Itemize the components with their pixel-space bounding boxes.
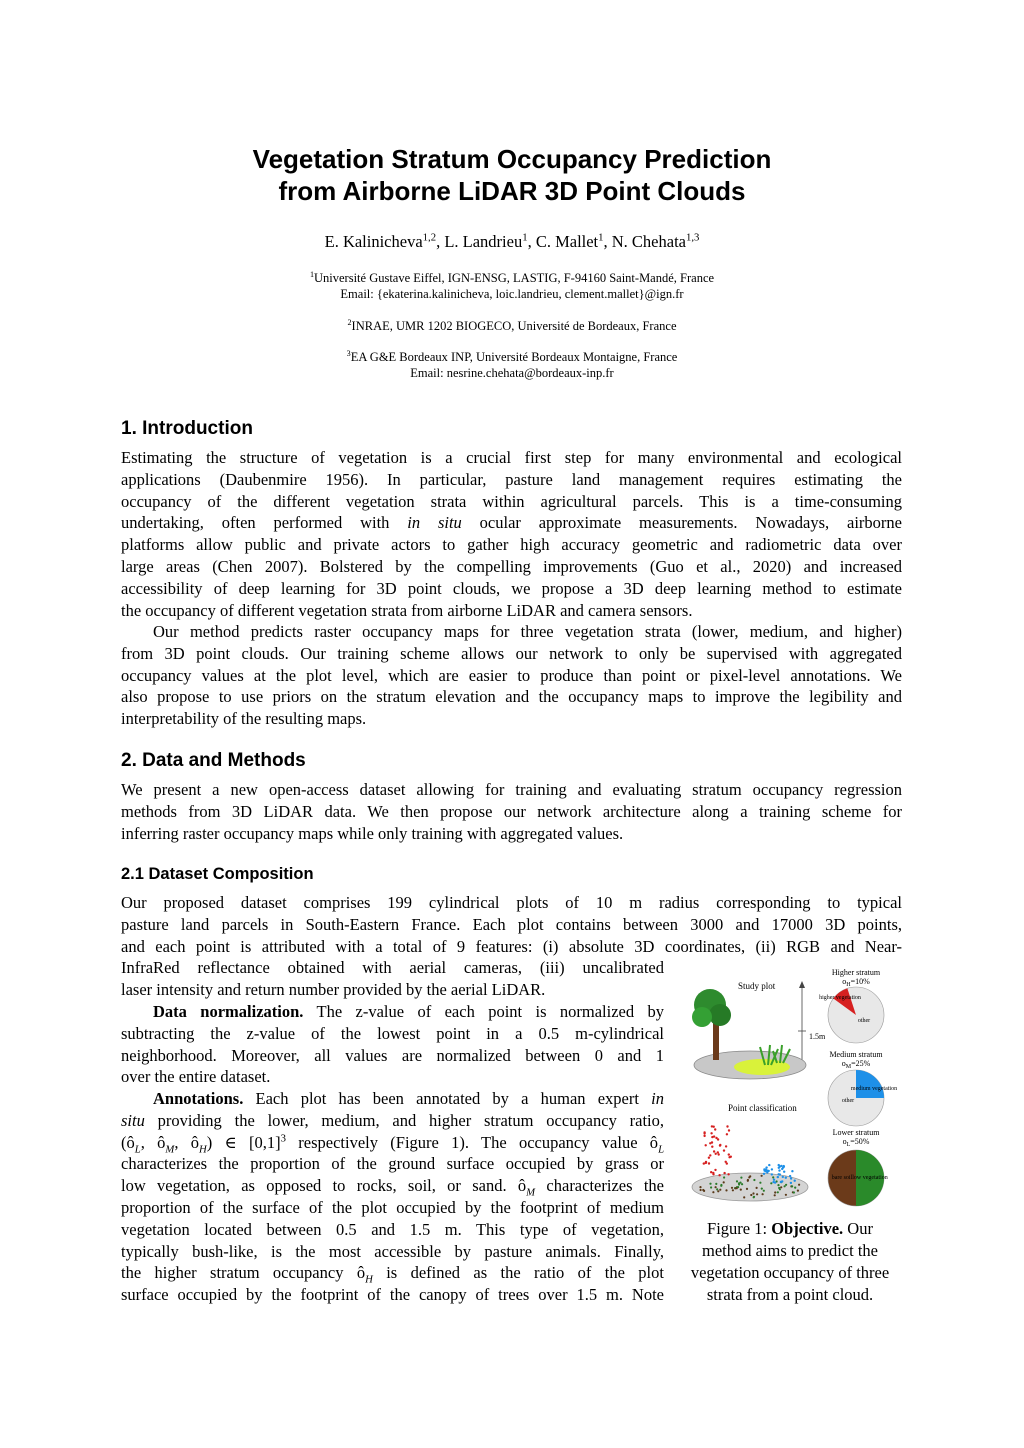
paper-title: [0, 143, 1024, 207]
text-line: accessibility of deep learning for 3D point clouds, we propose a 3D deep learning method to estimate: [121, 578, 902, 598]
title-line-1: Vegetation Stratum Occupancy Prediction: [252, 144, 772, 174]
section-heading-data-methods: 2. Data and Methods: [121, 750, 306, 771]
author-affiliation-mark: 1: [522, 231, 528, 244]
height-label: 1.5m: [809, 1032, 826, 1041]
subsection-heading-dataset: 2.1 Dataset Composition: [121, 865, 314, 883]
normalization-label: Data normalization.: [153, 1002, 304, 1021]
author-name: N. Chehata: [611, 232, 686, 251]
higher-stratum-title: Higher stratum: [831, 968, 881, 977]
pie-label: other: [857, 1018, 871, 1024]
text-line: Our proposed dataset comprises 199 cylindrical plots of 10 m radius corresponding to typical: [121, 893, 902, 912]
title-line-2: from Airborne LiDAR 3D Point Clouds: [278, 176, 746, 206]
affiliation-3-email: Email: nesrine.chehata@bordeaux-inp.fr: [410, 366, 614, 380]
pie-slice: [856, 1070, 884, 1098]
normalization-paragraph: Data normalization. The z-value of each point is normalized by subtracting the z-value of the lowest point in a 0.5 m-cylindrical neighborhood. Moreover, all values are normalized between 0 and 1 over the entire dataset.: [121, 1002, 665, 1087]
pie-label: bare soil: [831, 1175, 853, 1181]
author-name: C. Mallet: [535, 232, 599, 251]
text-line: methods from 3D LiDAR data. We then propose our network architecture along a training scheme for: [121, 801, 902, 821]
author-name: E. Kalinicheva: [324, 232, 423, 251]
text-line: platforms allow public and private actors to gather high accuracy geometric and radiometric data over: [121, 535, 902, 555]
text-line: InfraRed reflectance obtained with aerial cameras, (iii) uncalibrated: [121, 958, 664, 977]
text-line: occupancy values at the plot level, which are easier to produce than point or pixel-level annotations. We: [121, 665, 902, 685]
annotations-paragraph: Annotations. Each plot has been annotated by a human expert in situ providing the lower, medium, and higher stratum occupancy ratio, ($ô_L$, $ô_M$, $ô_H$) ∈ $[0,1]^3$ respectively (Figure 1). The occupancy value $ô_L$ characterizes the proportion of the ground surface occupied by grass or low vegetation, as opposed to rocks, soil, or sand. $ô_M$ characterizes the proportion of the surface of the plot occupied by the footprint of medium vegetation located between 0.5 and 1.5 m. This type of vegetation, typically bush-like, is the most accessible by pasture animals. Finally, the higher stratum occupancy $ô_H$ is defined as the ratio of the plot surface occupied by the footprint of the canopy of trees over 1.5 m. Note: [121, 1089, 665, 1305]
medium-stratum-value: $o_M=25\%$: [841, 1059, 871, 1070]
text-line: inferring raster occupancy maps while only training with aggregated values.: [121, 823, 624, 843]
text-line: occupancy of the different vegetation strata within agricultural parcels. This is a time-consuming: [121, 491, 902, 511]
point-classification-label: Point classification: [728, 1103, 797, 1113]
study-plot-label: Study plot: [738, 981, 776, 991]
figure-1-illustration: [680, 965, 902, 1215]
text-line: applications (Daubenmire 1956). In particular, pasture land management requires estimating the: [121, 469, 902, 489]
dataset-paragraph-full: [121, 892, 902, 957]
text-line: and each point is attributed with a total of 9 features: (i) absolute 3D coordinates, (ii) RGB and Near-: [121, 936, 902, 956]
lower-stratum-value: $o_L=50\%$: [842, 1137, 870, 1148]
grass-patch: [734, 1059, 790, 1075]
text-line: Estimating the structure of vegetation is a crucial first step for many environmental and ecological: [121, 448, 902, 467]
text-line: also propose to use priors on the stratum elevation and the occupancy maps to improve the legibility and: [121, 687, 902, 707]
tree-trunk: [713, 1020, 719, 1060]
author-affiliation-mark: 1,2: [422, 231, 437, 244]
higher-stratum-pie: [819, 987, 884, 1043]
affiliation-2: $^2$INRAE, UMR 1202 BIOGECO, Université de Bordeaux, France: [347, 317, 677, 333]
text-line: We present a new open-access dataset allowing for training and evaluating stratum occupancy regression: [121, 780, 902, 799]
intro-paragraph-1: [121, 447, 902, 621]
author-affiliation-mark: 1: [598, 231, 604, 244]
lower-stratum-pie: [828, 1150, 888, 1206]
higher-stratum-value: $o_H=10\%$: [842, 977, 870, 988]
annotations-label: Annotations.: [153, 1089, 244, 1108]
medium-stratum-title: Medium stratum: [829, 1050, 883, 1059]
pie-label: low vegetation: [852, 1175, 888, 1181]
affiliation-1: $^1$Université Gustave Eiffel, IGN-ENSG, LASTIG, F-94160 Saint-Mandé, France Email: {ekaterina.kalinicheva, loic.landrieu, clement.mallet}@ign.fr: [0, 270, 1024, 302]
pie-label: medium vegetation: [850, 1086, 898, 1092]
pie-label: higher vegetation: [819, 995, 861, 1001]
author-list: E. Kalinicheva$^{1,2}$, L. Landrieu$^1$, C. Mallet$^1$, N. Chehata$^{1,3}$: [324, 231, 700, 251]
text-line: laser intensity and return number provided by the aerial LiDAR.: [121, 979, 546, 999]
medium-stratum-pie: [828, 1070, 897, 1126]
intro-paragraph-2: [121, 621, 902, 730]
author-name: L. Landrieu: [444, 232, 523, 251]
author-affiliation-mark: 1,3: [685, 231, 700, 244]
text-line: interpretability of the resulting maps.: [121, 709, 367, 729]
section-heading-introduction: 1. Introduction: [121, 418, 253, 439]
text-line: large areas (Chen 2007). Bolstered by the compelling improvements (Guo et al., 2020) and increased: [121, 556, 902, 576]
lower-stratum-title: Lower stratum: [832, 1128, 880, 1137]
text-line: pasture land parcels in South-Eastern France. Each plot contains between 3000 and 17000 3D points,: [121, 914, 902, 934]
text-line: from 3D point clouds. Our training scheme allows our network to only be supervised with aggregated: [121, 643, 902, 663]
affiliation-1-email: Email: {ekaterina.kalinicheva, loic.landrieu, clement.mallet}@ign.fr: [340, 287, 684, 301]
figure-1: [680, 965, 902, 1215]
text-line: Our method predicts raster occupancy maps for three vegetation strata (lower, medium, and higher): [153, 622, 902, 641]
data-methods-paragraph: [121, 779, 902, 844]
pie-label: other: [841, 1098, 855, 1104]
affiliation-3: $^3$EA G&E Bordeaux INP, Université Bordeaux Montaigne, France Email: nesrine.chehata@bordeaux-inp.fr: [0, 349, 1024, 381]
dataset-paragraph-narrow: [121, 957, 664, 1001]
text-line: the occupancy of different vegetation strata from airborne LiDAR and camera sensors.: [121, 600, 693, 620]
figure-1-caption: Figure 1: Objective. Our method aims to predict the vegetation occupancy of three strata from a point cloud.: [690, 1219, 890, 1304]
text-line: undertaking, often performed with in situ ocular approximate measurements. Nowadays, airborne: [121, 513, 902, 533]
height-axis-arrow: [799, 981, 805, 988]
